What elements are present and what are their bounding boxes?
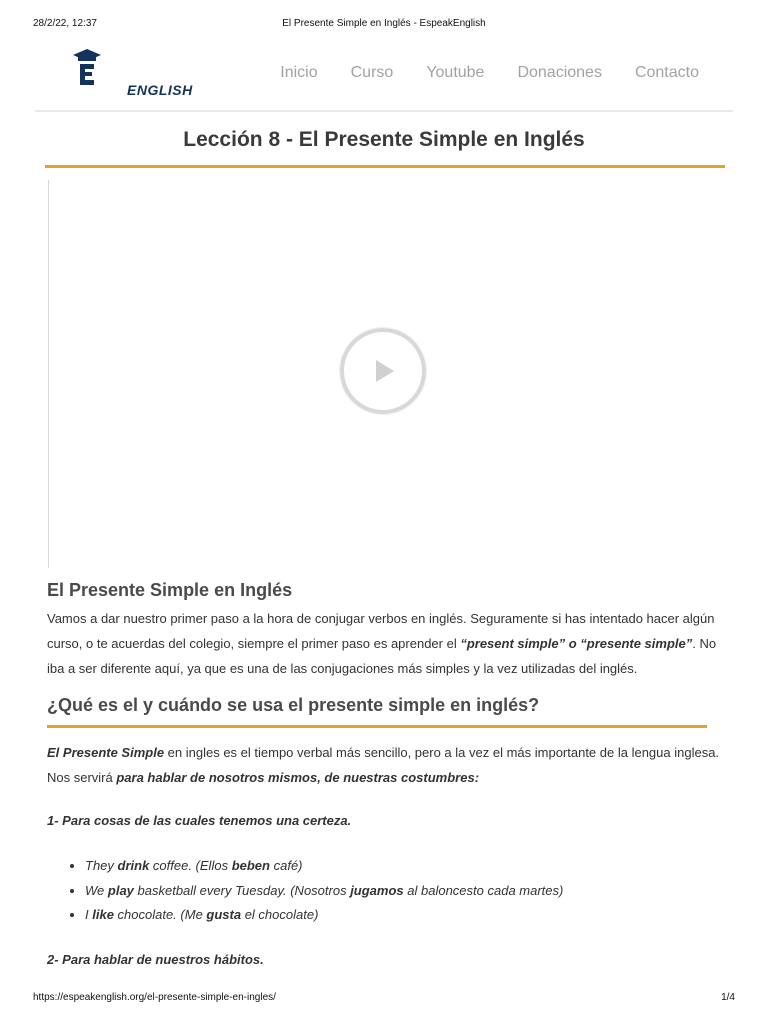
definition-paragraph <box>47 740 737 790</box>
definition-term: El Presente Simple <box>47 745 165 760</box>
nav-contacto[interactable]: Contacto <box>634 64 699 81</box>
example-list <box>65 854 563 928</box>
usage-point-2: 2- Para hablar de nuestros hábitos. <box>47 952 264 967</box>
nav-inicio[interactable]: Inicio <box>280 64 318 81</box>
print-page-title: El Presente Simple en Inglés - EspeakEnglish <box>282 18 486 29</box>
list-item: • I like chocolate. (Me gusta el chocolate) <box>85 903 563 928</box>
section-heading-que-es: ¿Qué es el y cuándo se usa el presente simple en inglés? <box>47 695 540 715</box>
nav-youtube[interactable]: Youtube <box>426 64 485 81</box>
site-header <box>35 44 733 112</box>
lesson-title: Lección 8 - El Presente Simple en Inglés <box>183 128 585 151</box>
intro-emphasis: “present simple” o “presente simple” <box>460 636 693 651</box>
section-underline <box>47 725 707 728</box>
graduation-cap-icon <box>72 46 102 90</box>
list-item: • They drink coffee. (Ellos beben café) <box>85 854 563 879</box>
print-datetime: 28/2/22, 12:37 <box>33 18 97 29</box>
nav-curso[interactable]: Curso <box>350 64 394 81</box>
site-logo[interactable] <box>55 46 193 98</box>
print-page-number: 1/4 <box>721 992 735 1003</box>
intro-paragraph <box>47 606 737 681</box>
play-icon[interactable] <box>339 327 427 415</box>
usage-point-1: 1- Para cosas de las cuales tenemos una certeza. <box>47 813 352 828</box>
main-nav <box>247 64 699 82</box>
logo-wordmark: ENGLISH <box>127 82 193 98</box>
section-heading-presente-simple: El Presente Simple en Inglés <box>47 580 293 600</box>
definition-emphasis: para hablar de nosotros mismos, de nuestras costumbres: <box>116 770 480 785</box>
print-url: https://espeakenglish.org/el-presente-simple-en-ingles/ <box>33 992 276 1003</box>
list-item: • We play basketball every Tuesday. (Nosotros jugamos al baloncesto cada martes) <box>85 879 563 904</box>
video-embed[interactable] <box>48 180 729 568</box>
nav-donaciones[interactable]: Donaciones <box>517 64 602 81</box>
intro-text-1: Vamos a dar nuestro primer paso a la hora de conjugar verbos en inglés. Seguramente si has intentado hacer algún curso, o te acuerdas del colegio, siempre el primer paso es aprender el <box>47 611 715 651</box>
intro-text-2: . No iba a ser diferente aquí, ya que es una de las conjugaciones más simples y la vez utilizadas del inglés. <box>47 636 717 676</box>
definition-text: en ingles es el tiempo verbal más sencillo, pero a la vez el más importante de la lengua inglesa. Nos servirá <box>47 745 720 785</box>
title-underline <box>45 165 725 168</box>
